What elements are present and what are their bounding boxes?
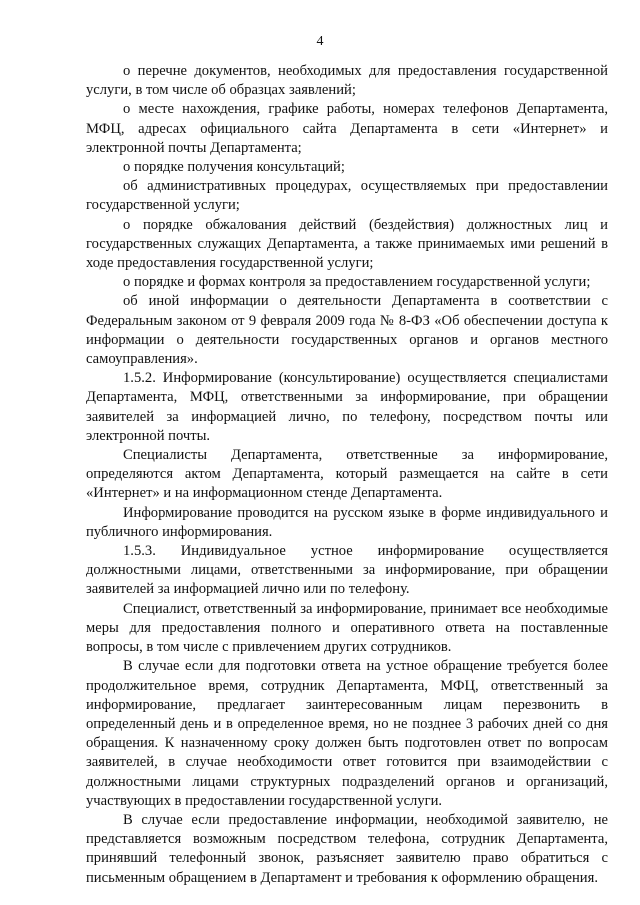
paragraph: Информирование проводится на русском языке в форме индивидуального и публичного информирования. — [86, 504, 608, 540]
paragraph: о месте нахождения, графике работы, номерах телефонов Департамента, МФЦ, адресах официального сайта Департамента в сети «Интернет» и электронной почты Департамента; — [86, 101, 608, 156]
paragraph: 1.5.2. Информирование (консультирование) осуществляется специалистами Департамента, МФЦ, ответственными за информирование, при обращении заявителей за информацией лично, по телефону, посредством почты или электронной почты. — [86, 370, 608, 444]
paragraph: об иной информации о деятельности Департамента в соответствии с Федеральным законом от 9 февраля 2009 года № 8-ФЗ «Об обеспечении доступа к информации о деятельности государственных органов и органов местного самоуправления». — [86, 293, 608, 368]
paragraph: об административных процедурах, осуществляемых при предоставлении государственной услуги; — [86, 178, 608, 214]
paragraph: Специалист, ответственный за информирование, принимает все необходимые меры для предоставления полного и оперативного ответа на поставленные вопросы, в том числе с привлечением других сотрудников. — [86, 600, 608, 656]
paragraph: о порядке и формах контроля за предоставлением государственной услуги; — [123, 274, 591, 291]
paragraph: В случае если для подготовки ответа на устное обращение требуется более продолжительное время, сотрудник Департамента, МФЦ, ответственный за информирование, предлагает заинтересованным лицам перезвонить в определенный день и в определенное время, но не позднее 3 рабочих дней со дня обращения. К назначенному сроку должен быть подготовлен ответ по вопросам заявителей, в случае необходимости ответ готовится при взаимодействии с должностными лицами структурных подразделений органов и организаций, участвующих в предоставлении государственной услуги. — [86, 658, 608, 809]
page-number: 4 — [316, 34, 324, 49]
paragraph: о порядке обжалования действий (бездействия) должностных лиц и государственных служащих Департамента, а также принимаемых ими решений в ходе предоставления государственной услуги; — [86, 216, 608, 272]
paragraph: В случае если предоставление информации, необходимой заявителю, не представляется возможным посредством телефона, сотрудник Департамента, принявший телефонный звонок, разъясняет заявителю право обратиться с письменным обращением в Департамент и требования к оформлению обращения. — [86, 811, 608, 886]
paragraph: Специалисты Департамента, ответственные за информирование, определяются актом Департамента, который размещается на сайте в сети «Интернет» и на информационном стенде Департамента. — [86, 447, 608, 502]
paragraph: о перечне документов, необходимых для предоставления государственной услуги, в том числе об образцах заявлений; — [86, 63, 608, 99]
document-body — [86, 62, 608, 888]
paragraph: 1.5.3. Индивидуальное устное информирование осуществляется должностными лицами, ответственными за информирование, при обращении заявителей за информацией лично или по телефону. — [86, 543, 608, 598]
paragraph: о порядке получения консультаций; — [123, 159, 345, 176]
